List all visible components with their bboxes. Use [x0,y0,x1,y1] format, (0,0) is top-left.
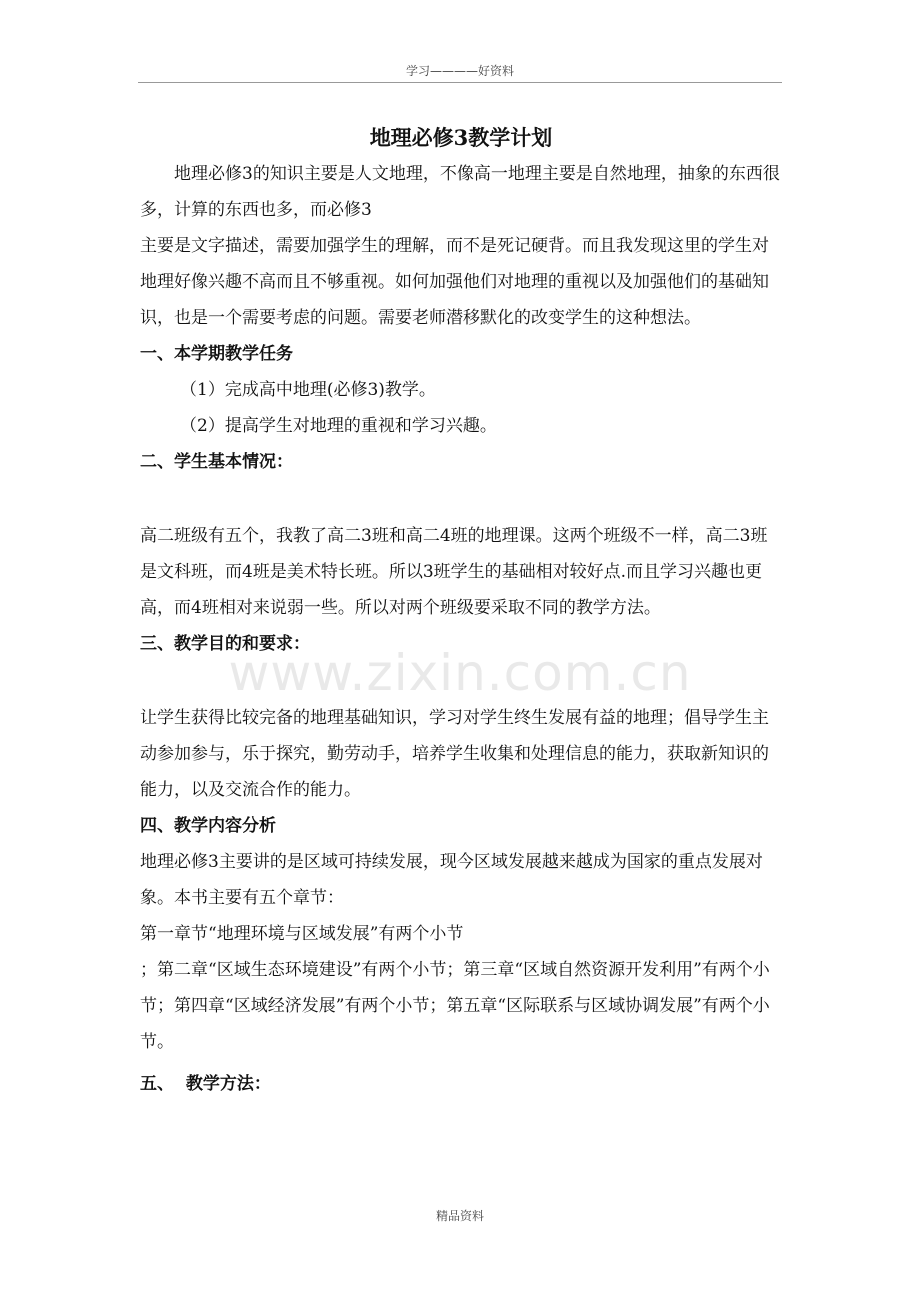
document-body [140,120,782,1102]
header-rule [138,82,782,83]
intro-paragraph-2: 主要是文字描述，需要加强学生的理解，而不是死记硬背。而且我发现这里的学生对地理好像兴趣不高而且不够重视。如何加强他们对地理的重视以及加强他们的基础知识，也是一个需要考虑的问题。需要老师潜移默化的改变学生的这种想法。 [140,236,769,328]
spacer [140,662,782,700]
intro-paragraph-1: 地理必修3的知识主要是人文地理，不像高一地理主要是自然地理，抽象的东西很多，计算的东西也多，而必修3 [140,164,780,220]
section-4-body-2: 第一章节“地理环境与区域发展”有两个小节 [140,924,464,944]
section-4-body-3: ；第二章“区域生态环境建设”有两个小节；第三章“区域自然资源开发利用”有两个小节；第四章“区域经济发展”有两个小节；第五章“区际联系与区域协调发展”有两个小节。 [140,960,770,1052]
section-5-heading: 五、 教学方法： [140,1074,271,1094]
page-footer: 精品资料 [435,1209,484,1223]
section-4-body-1: 地理必修3主要讲的是区域可持续发展，现今区域发展越来越成为国家的重点发展对象。本书主要有五个章节： [140,852,763,908]
spacer [140,480,782,518]
page-header: 学习————好资料 [405,64,514,78]
section-2-heading: 二、学生基本情况： [140,452,293,472]
document-title: 地理必修3教学计划 [369,125,553,150]
section-4-heading: 四、教学内容分析 [140,816,276,836]
section-2-body: 高二班级有五个，我教了高二3班和高二4班的地理课。这两个班级不一样，高二3班是文科班，而4班是美术特长班。所以3班学生的基础相对较好点.而且学习兴趣也更高，而4班相对来说弱一些。所以对两个班级要采取不同的教学方法。 [140,526,768,618]
section-1-item-2: （2）提高学生对地理的重视和学习兴趣。 [180,416,497,436]
section-3-body: 让学生获得比较完备的地理基础知识，学习对学生终生发展有益的地理；倡导学生主动参加参与，乐于探究，勤劳动手，培养学生收集和处理信息的能力，获取新知识的能力，以及交流合作的能力。 [140,708,769,800]
section-1-heading: 一、本学期教学任务 [140,344,293,364]
section-3-heading: 三、教学目的和要求： [140,634,310,654]
section-1-item-1: （1）完成高中地理(必修3)教学。 [180,380,436,400]
watermark: www.zixin.com.cn [228,644,692,702]
